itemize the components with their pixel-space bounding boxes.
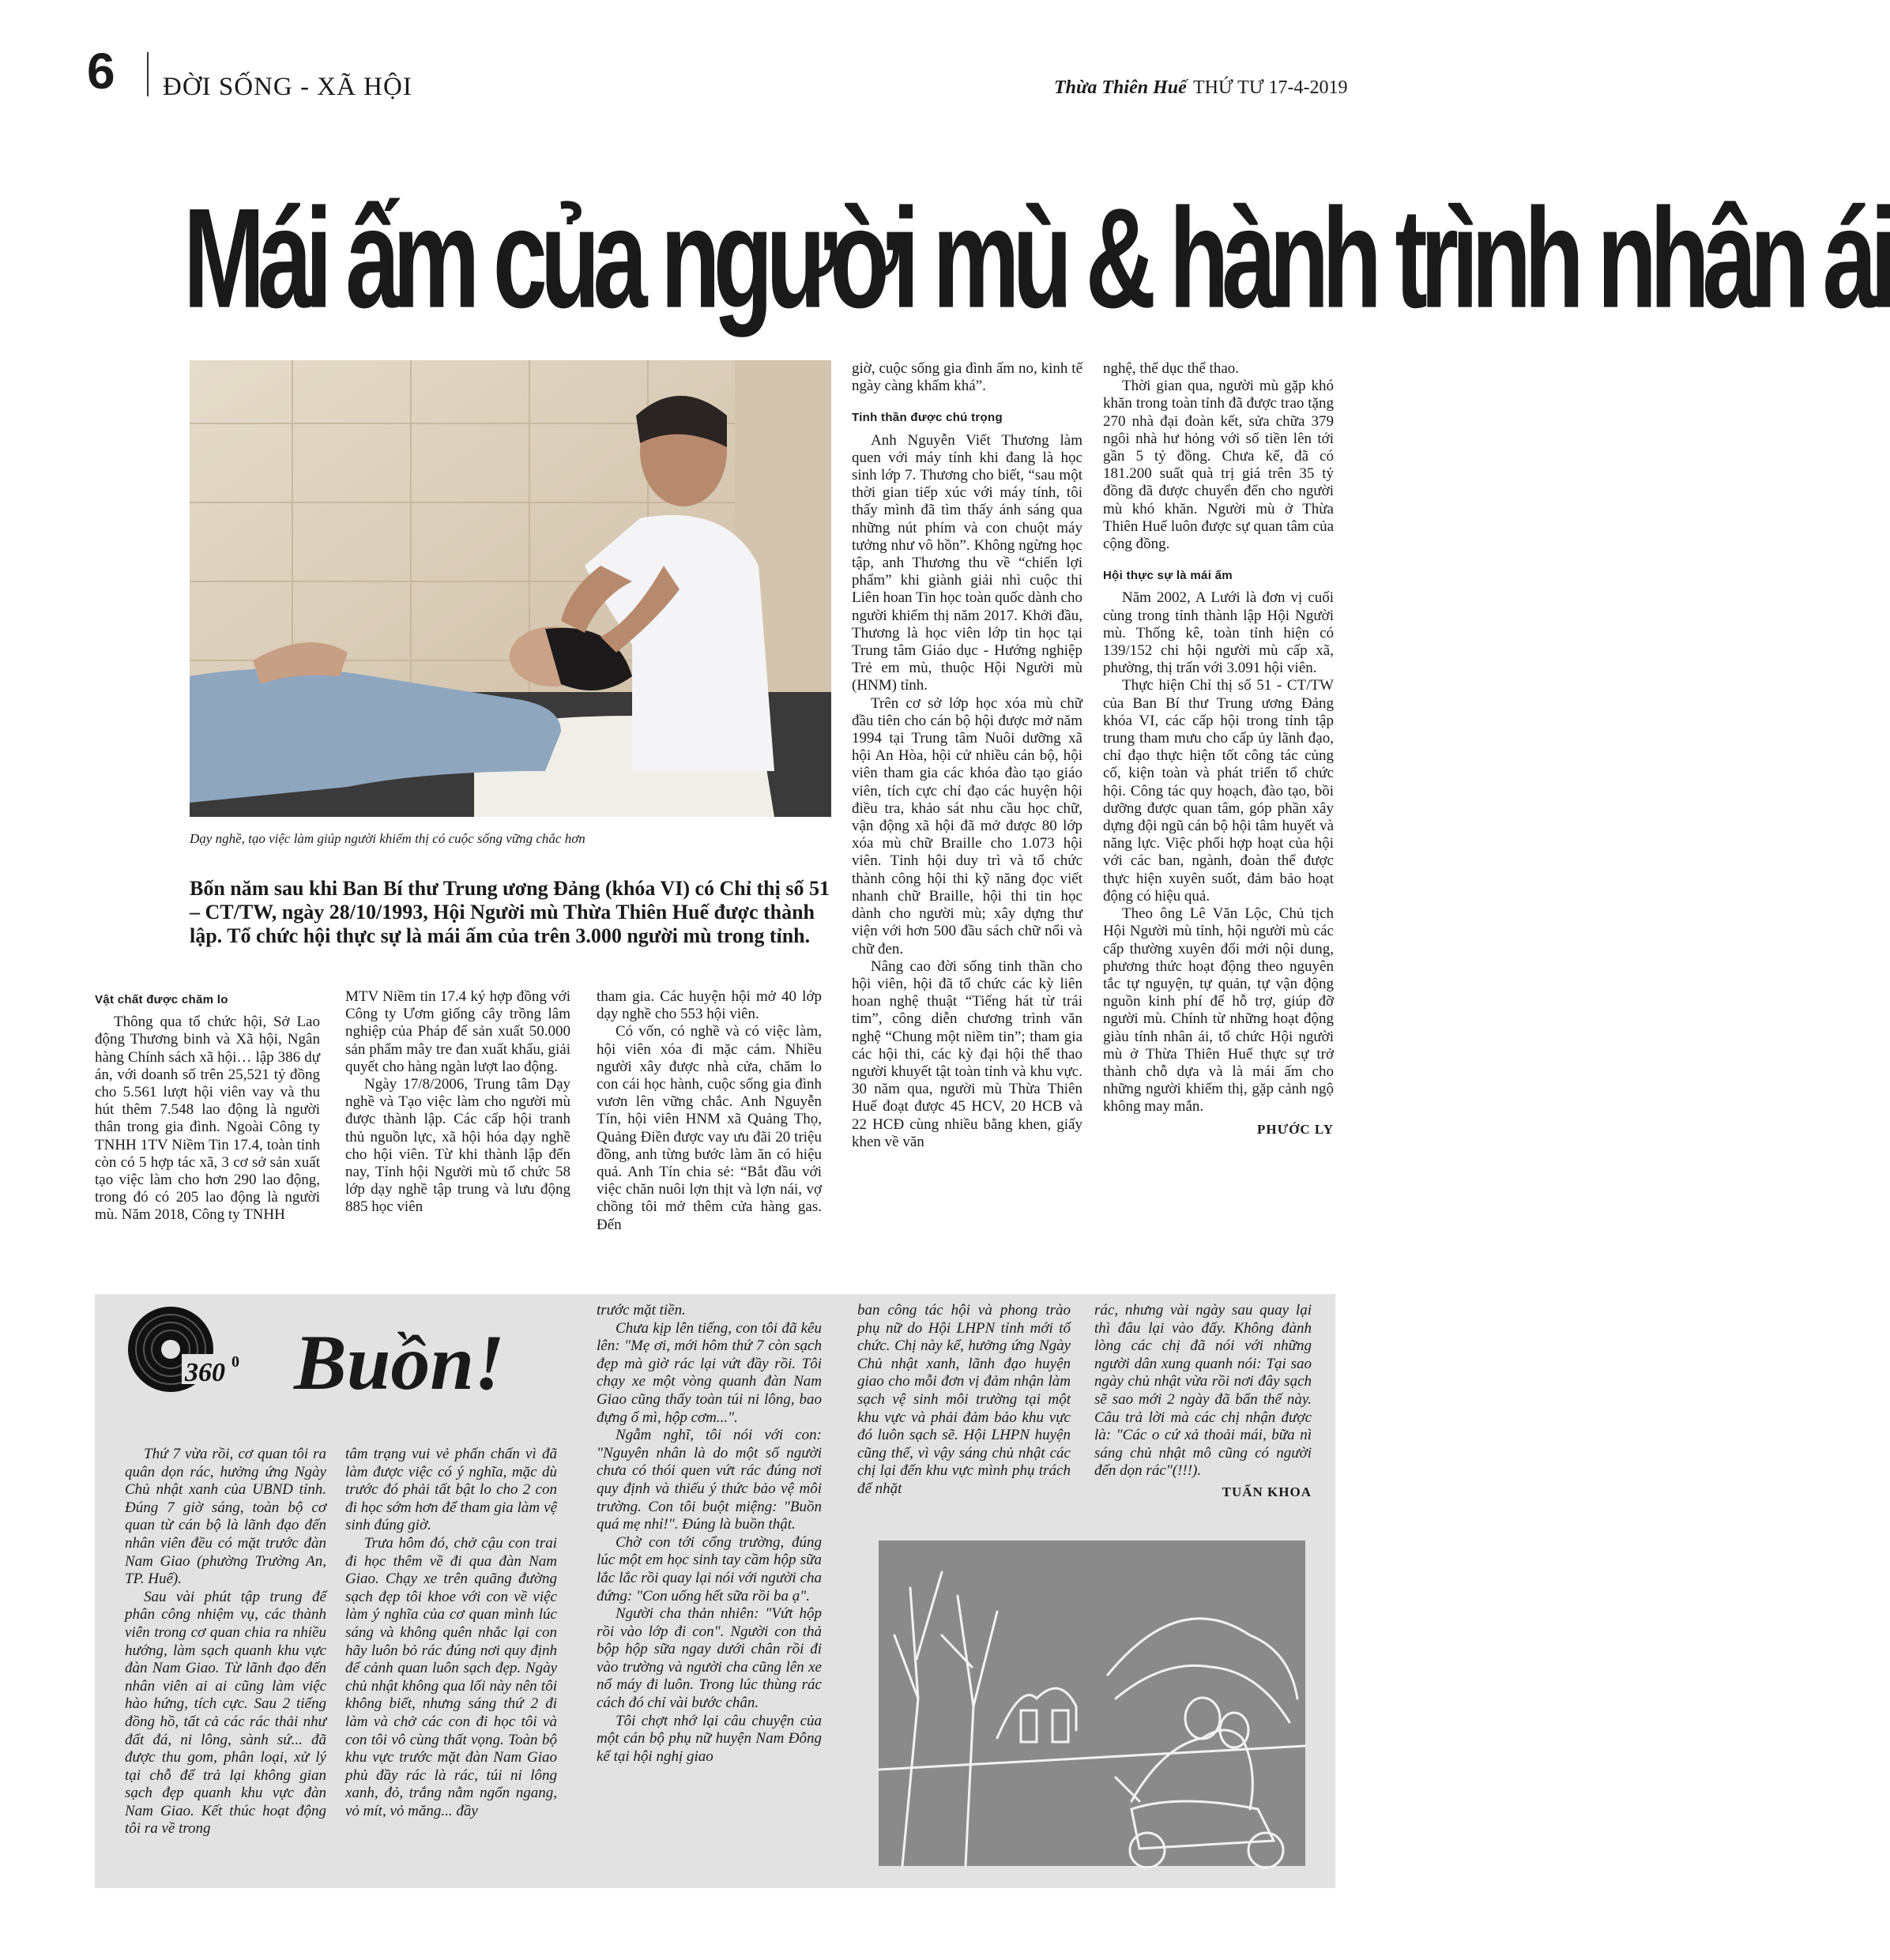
header-divider bbox=[147, 52, 149, 96]
article-column-4 bbox=[852, 360, 1082, 1151]
paragraph: tâm trạng vui vẻ phấn chấn vì đã làm được việc có ý nghĩa, mặc dù trước đó phải tất bật lo cho 2 con đi học sớm hơn để tham gia làm vệ sinh đúng giờ. bbox=[345, 1446, 557, 1534]
paragraph: Thực hiện Chỉ thị số 51 - CT/TW của Ban Bí thư Trung ương Đảng khóa VI, các cấp hội trong tỉnh tập trung tham mưu cho cấp ủy lãnh đạo, chỉ đạo thực hiện tốt công tác củng cố, kiện toàn và phát triển tổ chức hội. Công tác quy hoạch, đào tạo, bồi dưỡng được quan tâm, góp phần xây dựng đội ngũ cán bộ hội tâm huyết và năng lực. Việc phối hợp hoạt của hội với các ban, ngành, đoàn thể được thực hiện xuyên suốt, đảm bảo hoạt động có hiệu quả. bbox=[1103, 677, 1334, 905]
article-photo bbox=[190, 360, 831, 817]
paragraph: Theo ông Lê Văn Lộc, Chủ tịch Hội Người mù tỉnh, hội người mù các cấp thường xuyên đổi mới nội dung, phương thức hoạt động theo nguyên tắc tự nguyện, tự quản, tự vận động nguồn kinh phí để hỗ trợ, giúp đỡ người mù. Chính từ những hoạt động giàu tính nhân ái, tổ chức Hội người mù ở Thừa Thiên Huế thực sự trở thành chỗ dựa và là mái ấm cho những người khiếm thị, gặp cảnh ngộ không may mắn. bbox=[1103, 905, 1334, 1115]
paragraph: Sau vài phút tập trung để phân công nhiệm vụ, các thành viên trong cơ quan chia ra nhiều hướng, làm sạch quanh khu vực đàn Nam Giao. Từ lãnh đạo đến nhân viên ai ai cũng làm việc hào hứng, tích cực. Sau 2 tiếng đồng hồ, tất cả các rác thải như đất đá, ni lông, sành sứ... đã được thu gom, phân loại, xử lý tại chỗ để trả lại không gian sạch đẹp quanh khu vực đàn Nam Giao. Kết thúc hoạt động tôi ra về trong bbox=[125, 1588, 326, 1838]
column-360-title: Buồn! bbox=[294, 1319, 505, 1406]
paragraph: ban công tác hội và phong trào phụ nữ do Hội LHPN tỉnh mới tổ chức. Chị này kể, hưởng ứng Ngày Chủ nhật xanh, lãnh đạo huyện giao cho mỗi đơn vị đảm nhận làm sạch vệ sinh môi trường tại một khu vực và phải đảm bảo khu vực đó luôn sạch sẽ. Hội LHPN huyện cũng thế, vì vậy sáng chủ nhật các chị lại đến khu vực mình phụ trách để nhặt bbox=[857, 1302, 1071, 1497]
paragraph: Nâng cao đời sống tinh thần cho hội viên, hội đã tổ chức các kỳ liên hoan nghệ thuật “Tiếng hát từ trái tim”, công diễn chương trình văn nghệ “Chung một niềm tin”; tham gia các hội thi, các kỳ đại hội thể thao người khuyết tật toàn tỉnh và khu vực. 30 năm qua, người mù Thừa Thiên Huế đoạt được 45 HCV, 20 HCB và 22 HCĐ cùng nhiều bằng khen, giấy khen về văn bbox=[852, 957, 1082, 1150]
section-title: ĐỜI SỐNG - XÃ HỘI bbox=[163, 73, 412, 101]
newspaper-name: Thừa Thiên Huế bbox=[1054, 77, 1187, 98]
paragraph: Chờ con tới cổng trường, đúng lúc một em học sinh tay cầm hộp sữa lắc lắc rồi quay lại nói với người cha đứng: "Con uống hết sữa rồi ba ạ". bbox=[597, 1533, 822, 1604]
column-360-byline: TUẤN KHOA bbox=[1222, 1484, 1312, 1499]
paragraph: giờ, cuộc sống gia đình ấm no, kinh tế ngày càng khấm khá”. bbox=[852, 360, 1082, 395]
paragraph: Thông qua tổ chức hội, Sở Lao động Thương binh và Xã hội, Ngân hàng Chính sách xã hội… lập 386 dự án, với doanh số trên 25,521 tỷ đồng cho 5.561 lượt hội viên vay và thu hút thêm 7.548 lao động là người thân trong gia đình. Ngoài Công ty TNHH 1TV Niềm Tin 17.4, toàn tỉnh còn có 5 hợp tác xã, 3 cơ sở sản xuất tạo việc làm cho hơn 290 lao động, trong đó có 205 lao động là người mù. Năm 2018, Công ty TNHH bbox=[95, 1014, 320, 1224]
subheading: Vật chất được chăm lo bbox=[95, 993, 228, 1006]
paragraph: Ngẫm nghĩ, tôi nói với con: "Nguyên nhân là do một số người chưa có thói quen vứt rác đúng nơi quy định và thiếu ý thức bảo vệ môi trường. Con tôi buột miệng: "Buồn quá mẹ nhỉ!". Đúng là buồn thật. bbox=[597, 1427, 822, 1533]
article-column-1 bbox=[95, 991, 320, 1225]
paragraph: nghệ, thể dục thể thao. bbox=[1103, 360, 1240, 377]
paragraph: Thứ 7 vừa rồi, cơ quan tôi ra quân dọn rác, hưởng ứng Ngày Chủ nhật xanh của UBND tỉnh. Đúng 7 giờ sáng, toàn bộ cơ quan từ cán bộ là lãnh đạo đến nhân viên đều có mặt trước đàn Nam Giao (phường Trường An, TP. Huế). bbox=[125, 1446, 326, 1588]
paragraph: tham gia. Các huyện hội mở 40 lớp dạy nghề cho 553 hội viên. bbox=[597, 988, 822, 1023]
paragraph: Ngày 17/8/2006, Trung tâm Dạy nghề và Tạo việc làm cho người mù được thành lập. Các cấp hội tranh thủ nguồn lực, xã hội hóa dạy nghề cho hội viên. Từ khi thành lập đến nay, Tỉnh hội Người mù tổ chức 58 lớp dạy nghề tập trung và lưu động 885 học viên bbox=[345, 1076, 570, 1216]
couple-on-motorbike-illustration-icon bbox=[879, 1541, 1305, 1866]
column-360-col-3 bbox=[597, 1302, 822, 1766]
logo-degree-sup: 0 bbox=[232, 1353, 239, 1371]
paragraph: Trưa hôm đó, chở cậu con trai đi học thêm về đi qua đàn Nam Giao. Chạy xe trên quãng đường sạch đẹp tôi khoe với con về việc làm ý nghĩa của cơ quan mình lúc sáng và không quên nhắc lại con hãy luôn bỏ rác đúng nơi quy định để cảnh quan luôn sạch đẹp. Ngày chủ nhật không qua lối này nên tôi không biết, nhưng sáng thứ 2 đi làm và chở các con đi học tôi và con tôi vô cùng thất vọng. Toàn bộ khu vực trước mặt đàn Nam Giao phủ đầy rác là rác, túi ni lông xanh, đỏ, trắng nằm ngổn ngang, vỏ mít, vỏ măng... đầy bbox=[345, 1534, 557, 1819]
column-360-col-4 bbox=[857, 1302, 1071, 1499]
paragraph: Tôi chợt nhớ lại câu chuyện của một cán bộ phụ nữ huyện Nam Đông kể tại hội nghị giao bbox=[597, 1712, 822, 1765]
subheading: Hội thực sự là mái ấm bbox=[1103, 569, 1233, 583]
photo-caption: Dạy nghề, tạo việc làm giúp người khiếm thị có cuộc sống vững chắc hơn bbox=[190, 831, 585, 846]
article-column-3 bbox=[597, 988, 822, 1234]
column-360-col-5 bbox=[1094, 1302, 1312, 1502]
logo-360-text: 360 bbox=[185, 1358, 225, 1387]
column-360-col-2 bbox=[345, 1446, 557, 1820]
paragraph: Thời gian qua, người mù gặp khó khăn trong toàn tỉnh đã được trao tặng 270 nhà đại đoàn kết, sửa chữa 379 ngôi nhà hư hỏng với số tiền lên tới gần 5 tỷ đồng. Chưa kể, đã có 181.200 suất quà trị giá trên 35 tỷ đồng đã được chuyển đến cho người mù khó khăn. Người mù ở Thừa Thiên Huế luôn được sự quan tâm của cộng đồng. bbox=[1103, 378, 1334, 553]
article-column-5 bbox=[1103, 360, 1334, 1138]
column-360-col-1 bbox=[125, 1446, 326, 1838]
page-number: 6 bbox=[87, 43, 115, 100]
article-headline: Mái ấm của người mù & hành trình nhân ái bbox=[183, 179, 1890, 338]
paragraph: Anh Nguyễn Viết Thương làm quen với máy tính khi đang là học sinh lớp 7. Thương cho biết, “sau một thời gian tiếp xúc với máy tính, tôi thấy mình đã tìm thấy ánh sáng qua những nút phím và con chuột máy tưởng như vô hồn”. Không ngừng học tập, anh Thương thu về “chiến lợi phẩm” khi giành giải nhì cuộc thi Liên hoan Tin học toàn quốc dành cho người khiếm thị năm 2017. Khởi đầu, Thương là học viên lớp tin học tại Trung tâm Giáo dục - Hướng nghiệp Trẻ em mù, thuộc Hội Người mù (HNM) tỉnh. bbox=[852, 431, 1082, 694]
paragraph: Có vốn, có nghề và có việc làm, hội viên xóa đi mặc cảm. Nhiều người xây được nhà cửa, chăm lo con cái học hành, cuộc sống gia đình vươn lên vững chắc. Anh Nguyễn Tín, hội viên HNM xã Quảng Thọ, Quảng Điền được vay ưu đãi 20 triệu đồng, anh từng bước làm ăn có hiệu quả. Anh Tín chia sẻ: “Bắt đầu với việc chăn nuôi lợn thịt và lợn nái, vợ chồng tôi mở thêm cửa hàng gas. Đến bbox=[597, 1023, 822, 1233]
paragraph: Người cha thản nhiên: "Vứt hộp rồi vào lớp đi con". Người con thả bộp hộp sữa ngay dưới chân rồi đi vào trường và người cha cũng lên xe nổ máy đi luôn. Trong lúc thùng rác cách đó chỉ vài bước chân. bbox=[597, 1605, 822, 1712]
paragraph: MTV Niềm tin 17.4 ký hợp đồng với Công ty Ươm giống cây trồng lâm nghiệp của Pháp để sản xuất 50.000 sản phẩm mây tre đan xuất khẩu, giải quyết cho hàng ngàn lượt lao động. bbox=[345, 988, 570, 1075]
paragraph: rác, nhưng vài ngày sau quay lại thì đâu lại vào đấy. Không đành lòng các chị đã nói với những người dân xung quanh nói: Tại sao ngày chủ nhật vừa rồi nơi đây sạch sẽ sao mới 2 ngày đã bẩn thế này. Câu trả lời mà các chị nhận được là: "Các o cứ xả thoải mái, bữa nì sáng chủ nhật mô cũng có người đến dọn rác"(!!!). bbox=[1094, 1302, 1312, 1480]
vinyl-record-360-logo-icon bbox=[126, 1302, 253, 1397]
issue-date: THỨ TƯ 17-4-2019 bbox=[1193, 77, 1348, 98]
paragraph: trước mặt tiền. bbox=[597, 1302, 686, 1319]
paragraph: Chưa kịp lên tiếng, con tôi đã kêu lên: "Mẹ ơi, mới hôm thứ 7 còn sạch đẹp mà giờ rác lại vứt đầy rồi. Tôi chạy xe một vòng quanh đàn Nam Giao cũng thấy toàn túi ni lông, bao đựng ổ mì, hộp cơm...". bbox=[597, 1319, 822, 1426]
article-byline: PHƯỚC LY bbox=[1257, 1121, 1334, 1137]
article-column-2 bbox=[345, 988, 570, 1217]
article-lead: Bốn năm sau khi Ban Bí thư Trung ương Đảng (khóa VI) có Chỉ thị số 51 – CT/TW, ngày 28/10/1993, Hội Người mù Thừa Thiên Huế được thành lập. Tổ chức hội thực sự là mái ấm của trên 3.000 người mù trong tỉnh. bbox=[190, 877, 830, 947]
subheading: Tinh thần được chú trọng bbox=[852, 411, 1003, 425]
paragraph: Trên cơ sở lớp học xóa mù chữ đầu tiên cho cán bộ hội được mở năm 1994 tại Trung tâm Nuôi dưỡng xã hội An Hòa, hội cử nhiều cán bộ, hội viên tham gia các khóa đào tạo giáo viên, tích cực chỉ đạo các huyện hội điều tra, khảo sát nhu cầu học chữ, vận động xã hội đã mở được 80 lớp xóa mù chữ Braille cho 1.073 hội viên. Tỉnh hội duy trì và tổ chức thành công hội thi kỹ năng đọc viết nhanh chữ Braille, hội thi tin học dành cho người mù; xây dựng thư viện với hơn 500 đầu sách chữ nổi và chữ đen. bbox=[852, 694, 1082, 957]
paragraph: Năm 2002, A Lưới là đơn vị cuối cùng trong tỉnh thành lập Hội Người mù. Thống kê, toàn tỉnh hiện có 139/152 chi hội người mù cấp xã, phường, thị trấn với 3.091 hội viên. bbox=[1103, 589, 1334, 677]
